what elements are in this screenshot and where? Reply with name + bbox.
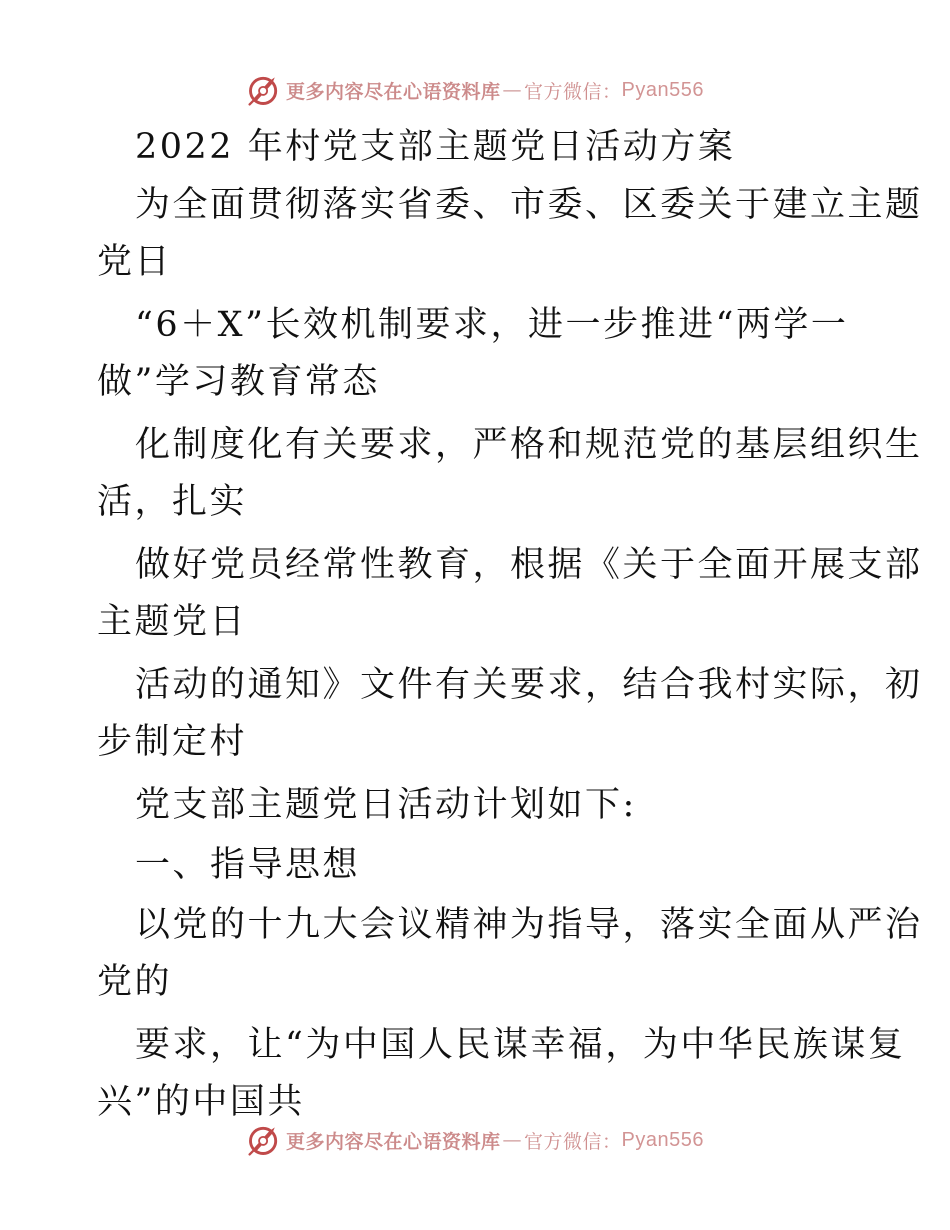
paragraph-line: 做好党员经常性教育，根据《关于全面开展支部 [135,545,923,585]
paragraph-line: 为全面贯彻落实省委、市委、区委关于建立主题 [135,185,923,225]
paragraph-line: 要求，让“为中国人民谋幸福，为中华民族谋复 [135,1025,906,1065]
section-heading: 一、指导思想 [135,845,361,885]
pen-nib-logo-icon [246,72,282,108]
paragraph-line: 主题党日 [97,602,248,642]
header-official-label: 官方微信： [524,80,622,103]
pen-nib-logo-icon [246,1122,282,1158]
footer-slogan: 更多内容尽在心语资料库 [286,1130,501,1153]
footer-watermark [0,1118,950,1162]
header-watermark [0,68,950,112]
footer-account: Pyan556 [621,1128,704,1151]
paragraph-line: 活动的通知》文件有关要求，结合我村实际，初 [135,665,923,705]
footer-official-label: 官方微信： [524,1130,622,1153]
paragraph-line: 以党的十九大会议精神为指导，落实全面从严治 [135,905,923,945]
paragraph-line: 兴”的中国共 [97,1082,305,1122]
header-account: Pyan556 [621,78,704,101]
document-title: 2022 年村党支部主题党日活动方案 [135,127,736,167]
paragraph-line: 化制度化有关要求，严格和规范党的基层组织生 [135,425,923,465]
paragraph-line: 党支部主题党日活动计划如下: [135,785,637,825]
paragraph-line: 做”学习教育常态 [97,362,380,402]
header-slogan: 更多内容尽在心语资料库 [286,80,501,103]
paragraph-line: 步制定村 [97,722,248,762]
paragraph-line: “6＋X”长效机制要求，进一步推进“两学一 [135,305,849,345]
paragraph-line: 活，扎实 [97,482,248,522]
paragraph-line: 党的 [97,962,173,1002]
paragraph-line: 党日 [97,242,173,282]
footer-dash: — [502,1129,523,1151]
header-dash: — [502,79,523,101]
